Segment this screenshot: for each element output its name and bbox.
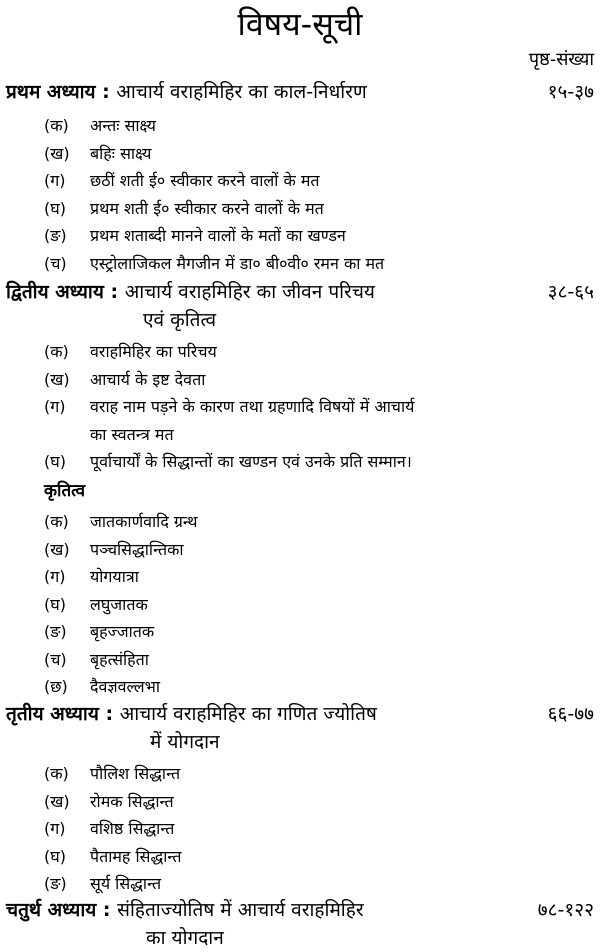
chapter-pages: १५-३७ [547,81,594,103]
list-item: (घ) प्रथम शती ई० स्वीकार करने वालों के मत [44,198,324,218]
chapter-pages: ६६-७७ [547,703,594,725]
chapter-pages: ७८-१२२ [537,899,594,921]
list-item: (ङ) सूर्य सिद्धान्त [44,874,162,893]
section-subheading: कृतित्व [44,481,86,501]
chapter-title: संहिताज्योतिष में आचार्य वराहमिहिर [117,899,364,921]
chapter-label: प्रथम अध्याय : [6,81,110,103]
page-number-column-label: पृष्ठ-संख्या [528,49,594,70]
list-item: (ङ) बृहज्जातक [44,622,155,641]
list-item: (क) पौलिश सिद्धान्त [44,764,181,783]
chapter-title: आचार्य वराहमिहिर का जीवन परिचय [124,281,375,303]
list-item: (ग) छठीं शती ई० स्वीकार करने वालों के मत [44,171,320,190]
chapter-label: तृतीय अध्याय : [6,703,114,725]
chapter-2-items [44,338,584,476]
list-item: (ग) वशिष्ठ सिद्धान्त [44,819,175,838]
chapter-4-heading [6,896,594,952]
chapter-title-continuation: एवं कृतित्व [143,309,217,331]
list-item: (घ) पूर्वाचार्यों के सिद्धान्तों का खण्डन एवं उनके प्रति सम्मान। [44,452,412,471]
list-item: (क) अन्तः साक्ष्य [44,116,156,135]
list-item: (छ) दैवज्ञवल्लभा [44,677,161,696]
list-item: (ङ) प्रथम शताब्दी मानने वालों के मतों का खण्डन [44,226,346,245]
list-item: (ग) वराह नाम पड़ने के कारण तथा ग्रहणादि विषयों में आचार्य [44,397,415,416]
list-item: (क) जातकार्णवादि ग्रन्थ [44,512,198,531]
list-item: (घ) लघुजातक [44,594,148,614]
list-item: (क) वराहमिहिर का परिचय [44,342,217,361]
chapter-title-continuation: में योगदान [150,731,220,753]
list-item: (ख) पञ्चसिद्धान्तिका [44,539,184,559]
chapter-3-items [44,760,584,898]
list-item: (ख) बहिः साक्ष्य [44,143,152,163]
chapter-label: चतुर्थ अध्याय : [6,899,111,921]
chapter-title: आचार्य वराहमिहिर का गणित ज्योतिष [119,703,377,725]
chapter-1-items [44,112,584,277]
chapter-label: द्वितीय अध्याय : [6,281,119,303]
chapter-2-works-items [44,508,584,701]
list-item: (ख) रोमक सिद्धान्त [44,791,174,811]
page-title: विषय-सूची [237,5,363,43]
list-item-continuation: का स्वतन्त्र मत [90,424,174,444]
chapter-pages: ३८-६५ [547,281,594,303]
chapter-1-heading [6,78,594,106]
list-item: (ग) योगयात्रा [44,567,139,586]
chapter-title: आचार्य वराहमिहिर का काल-निर्धारण [116,81,367,103]
list-item: (च) बृहत्संहिता [44,649,149,669]
chapter-title-continuation: का योगदान [146,927,224,949]
chapter-2-heading [6,278,594,334]
list-item: (घ) पैतामह सिद्धान्त [44,846,182,866]
list-item: (ख) आचार्य के इष्ट देवता [44,369,206,389]
list-item: (च) एस्ट्रोलाजिकल मैगजीन में डा० बी०वी० रमन का मत [44,253,385,273]
chapter-3-heading [6,700,594,756]
